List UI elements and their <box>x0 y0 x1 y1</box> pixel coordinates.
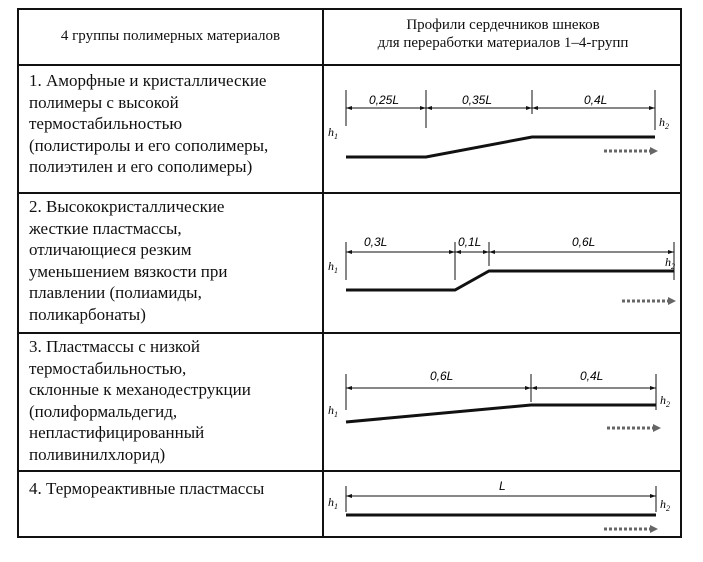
row-2-line: 2. Высококристаллические <box>29 197 225 216</box>
row-3-line: термостабильностью, <box>29 358 187 378</box>
flow-arrow-icon <box>650 147 658 155</box>
row-1-line: 1. Аморфные и кристаллические <box>29 71 267 90</box>
row-4-profile-diagram <box>324 472 682 538</box>
row-3-profile-line <box>346 405 656 422</box>
flow-arrow-icon <box>653 424 661 432</box>
row-1-h-out: $h_2$ <box>659 115 669 131</box>
row-1-profile-diagram <box>324 66 682 190</box>
row-1-profile-line <box>346 137 655 157</box>
row-1-h-in: $h_1$ <box>328 125 338 141</box>
flow-arrow-icon <box>668 297 676 305</box>
row-1-description <box>29 70 319 178</box>
row-1-line: полиэтилен и его сополимеры) <box>29 157 253 176</box>
row-3-line: склонные к механодеструкции <box>29 380 251 399</box>
row-3-h-in: $h_1$ <box>328 403 338 419</box>
row-2-profile-line <box>346 271 674 290</box>
row-2-line: плавлении (полиамиды, <box>29 283 202 302</box>
row-2-segment-label: 0,6L <box>572 235 596 249</box>
row-3-h-out: $h_2$ <box>660 393 670 409</box>
row-2-segment-label: 0,1L <box>458 235 482 249</box>
row-1-segment-label: 0,35L <box>462 93 493 107</box>
row-2-line: жесткие пластмассы, <box>29 218 182 238</box>
row-4-segment-label: L <box>499 479 506 493</box>
header-left: 4 группы полимерных материалов <box>60 28 281 44</box>
row-2-h-out: $h_2$ <box>665 255 675 271</box>
row-3-description <box>29 336 319 465</box>
header-right-line2: для переработки материалов 1–4-групп <box>377 35 629 51</box>
row-2-line: отличающиеся резким <box>29 240 192 259</box>
row-4-line: 4. Термореактивные пластмассы <box>29 479 265 498</box>
row-1-line: (полистиролы и его сополимеры, <box>29 135 269 155</box>
row-1-segment-label: 0,25L <box>369 93 400 107</box>
materials-table <box>17 8 682 538</box>
row-1-segment-label: 0,4L <box>584 93 608 107</box>
flow-arrow-icon <box>650 525 658 533</box>
row-1-line: термостабильностью <box>29 114 183 133</box>
row-3-segment-label: 0,4L <box>580 369 604 383</box>
row-3-segment-label: 0,6L <box>430 369 454 383</box>
row-3-line: непластифицированный <box>29 423 205 442</box>
row-4-h-in: $h_1$ <box>328 495 338 511</box>
row-3-line: поливинилхлорид) <box>29 444 166 464</box>
row-4-h-out: $h_2$ <box>660 497 670 513</box>
row-2-segment-label: 0,3L <box>364 235 388 249</box>
row-2-profile-diagram <box>324 194 682 330</box>
row-3-line: 3. Пластмассы с низкой <box>29 337 200 356</box>
header-right-line1: Профили сердечников шнеков <box>406 17 600 33</box>
header-right <box>324 16 682 52</box>
row-2-description <box>29 196 319 325</box>
row-2-h-in: $h_1$ <box>328 259 338 275</box>
row-2-line: уменьшением вязкости при <box>29 261 228 281</box>
row-2-line: поликарбонаты) <box>29 304 146 324</box>
row-3-line: (полиформальдегид, <box>29 401 178 421</box>
row-3-profile-diagram <box>324 334 682 468</box>
row-1-line: полимеры с высокой <box>29 92 179 112</box>
row-4-description <box>29 478 319 500</box>
